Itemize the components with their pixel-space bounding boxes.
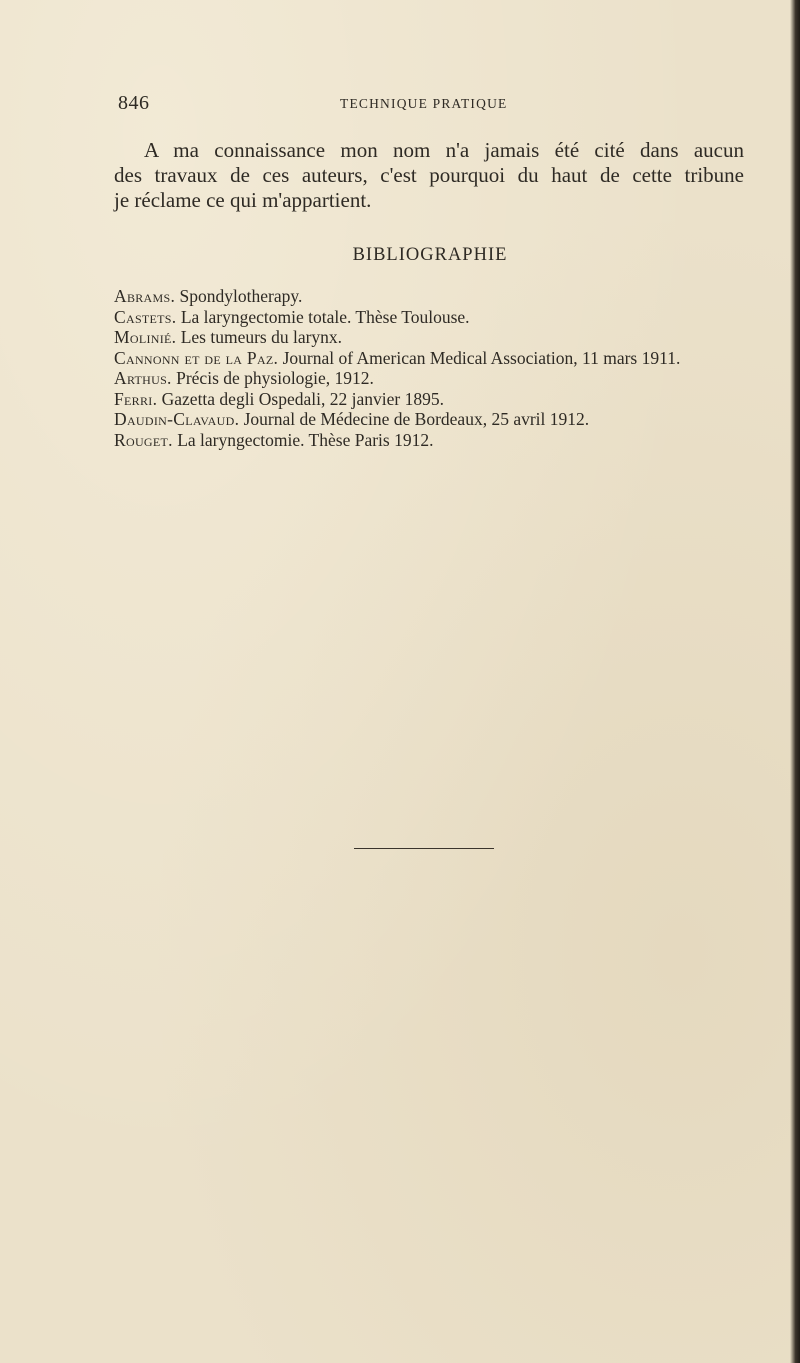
bibliography-list (114, 286, 754, 450)
entry-text: La laryngectomie. Thèse Paris 1912. (177, 429, 434, 450)
bibliography-entry (114, 327, 754, 348)
entry-author: Rouget. (114, 429, 173, 450)
page-number: 846 (118, 92, 150, 114)
entry-author: Abrams. (114, 286, 176, 306)
bibliography-entry (114, 389, 754, 410)
intro-line: je réclame ce qui m'appartient. (114, 188, 372, 212)
bibliography-entry (114, 348, 754, 369)
entry-text: Gazetta degli Ospedali, 22 janvier 1895. (161, 388, 444, 409)
bibliography-entry (114, 430, 754, 451)
entry-text: Journal de Médecine de Bordeaux, 25 avril 1912. (243, 409, 590, 429)
entry-text: Précis de physiologie, 1912. (176, 368, 374, 388)
entry-author: Cannonn et de la Paz. (114, 347, 279, 368)
bibliography-heading: BIBLIOGRAPHIE (352, 245, 508, 265)
end-rule (354, 848, 494, 849)
entry-author: Castets. (114, 306, 177, 327)
intro-paragraph (114, 138, 744, 213)
entry-author: Daudin-Clavaud. (114, 409, 240, 429)
bibliography-entry (114, 286, 754, 307)
bibliography-entry (114, 368, 754, 389)
page-edge-shadow (790, 0, 800, 1363)
running-title: TECHNIQUE PRATIQUE (340, 96, 508, 111)
entry-author: Ferri. (114, 388, 158, 409)
intro-line: A ma connaissance mon nom n'a jamais été cité dans aucun (144, 138, 744, 162)
entry-text: Les tumeurs du larynx. (180, 327, 343, 347)
running-head (118, 92, 738, 116)
bibliography-entry (114, 307, 754, 328)
entry-text: Spondylotherapy. (179, 286, 303, 306)
entry-author: Arthus. (114, 368, 172, 388)
intro-line: des travaux de ces auteurs, c'est pourquoi du haut de cette tribune (114, 163, 744, 187)
entry-author: Molinié. (114, 327, 177, 347)
entry-text: Journal of American Medical Association, 11 mars 1911. (282, 347, 681, 368)
bibliography-entry (114, 409, 754, 430)
entry-text: La laryngectomie totale. Thèse Toulouse. (180, 306, 470, 327)
